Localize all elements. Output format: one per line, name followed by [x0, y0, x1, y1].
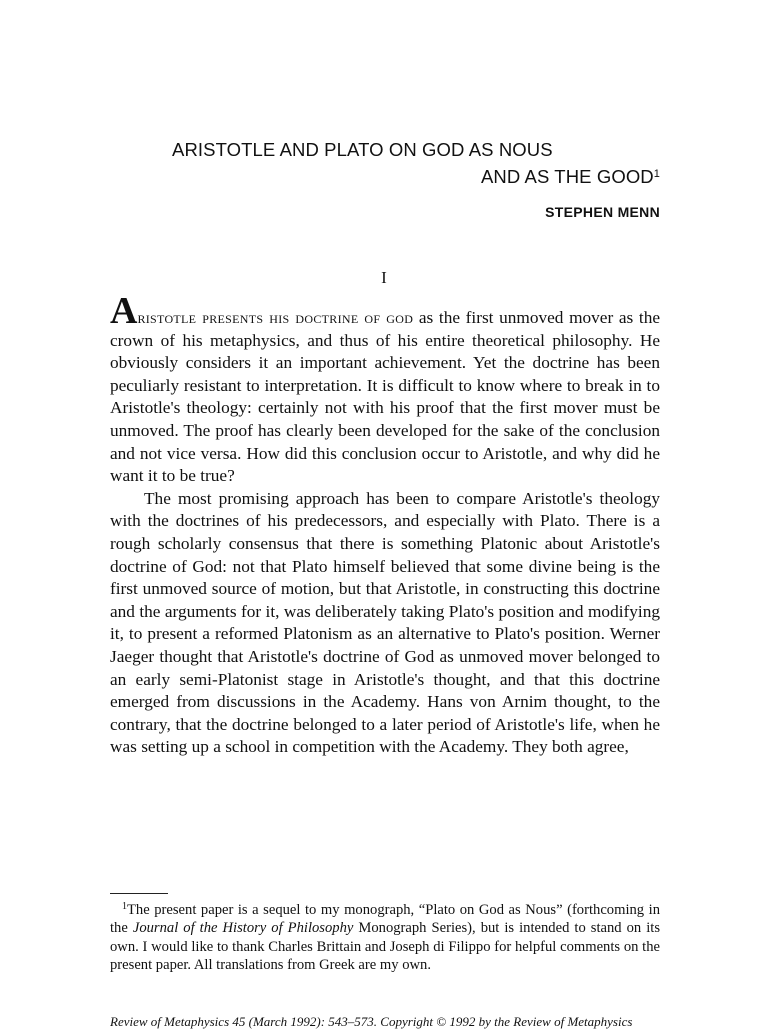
journal-citation: Review of Metaphysics 45 (March 1992): 543–573. Copyright © 1992 by the Review of Metaphysics [110, 1014, 633, 1029]
footnote-1 [110, 898, 660, 974]
footnote-text-before: The present paper is a sequel to my monograph, “Plato on God as Nous” (forthcoming in the [110, 902, 660, 937]
title-line-2-text: AND AS THE GOOD [480, 166, 654, 187]
footnote-divider [110, 893, 168, 894]
title-footnote-marker: 1 [653, 168, 660, 180]
opening-small-caps: ristotle presents his doctrine of god [137, 308, 414, 327]
paragraph-1-text: as the first unmoved mover as the crown of his metaphysics, and thus of his entire theoretical philosophy. He obviously considers it an important achievement. Yet the doctrine has been peculiarly resistant to interpretation. It is difficult to know where to break in to Aristotle's theology: certainly not with his proof that the first mover must be unmoved. The proof has clearly been developed for the sake of the conclusion and not vice versa. How did this conclusion occur to Aristotle, and why did he want it to be true? [110, 308, 661, 486]
paragraph-2: The most promising approach has been to compare Aristotle's theology with the doctrines of his predecessors, and especially with Plato. There is a rough scholarly consensus that there is something Platonic about Aristotle's doctrine of God: not that Plato himself believed that some divine being is the first unmoved source of motion, but that Aristotle, in constructing this doctrine and the arguments for it, was deliberately taking Plato's position and modifying it, to present a reformed Platonism as an alternative to Plato's position. Werner Jaeger thought that Aristotle's doctrine of God as unmoved mover belonged to an early semi-Platonist stage in Aristotle's thought, and that this doctrine emerged from discussions in the Academy. Hans von Arnim thought, to the contrary, that the doctrine belonged to a later period of Aristotle's life, when he was setting up a school in competition with the Academy. They both agree, [110, 488, 660, 757]
footnote [110, 898, 660, 974]
drop-cap: A [110, 290, 138, 332]
footnote-text-after: Monograph Series), but is intended to stand on its own. I would like to thank Charles Brittain and Joseph di Filippo for helpful comments on the present paper. All translations from Greek are my own. [110, 920, 661, 973]
section-number: I [381, 268, 387, 287]
title-line-2 [110, 162, 660, 189]
article-title [110, 138, 660, 189]
paragraph-1 [110, 290, 661, 488]
footnote-marker: 1 [122, 901, 127, 912]
footnote-journal-title: Journal of the History of Philosophy [132, 920, 354, 937]
author-name: STEPHEN MENN [545, 204, 660, 220]
title-line-1: ARISTOTLE AND PLATO ON GOD AS NOUS [172, 139, 553, 160]
body-text [110, 290, 661, 759]
